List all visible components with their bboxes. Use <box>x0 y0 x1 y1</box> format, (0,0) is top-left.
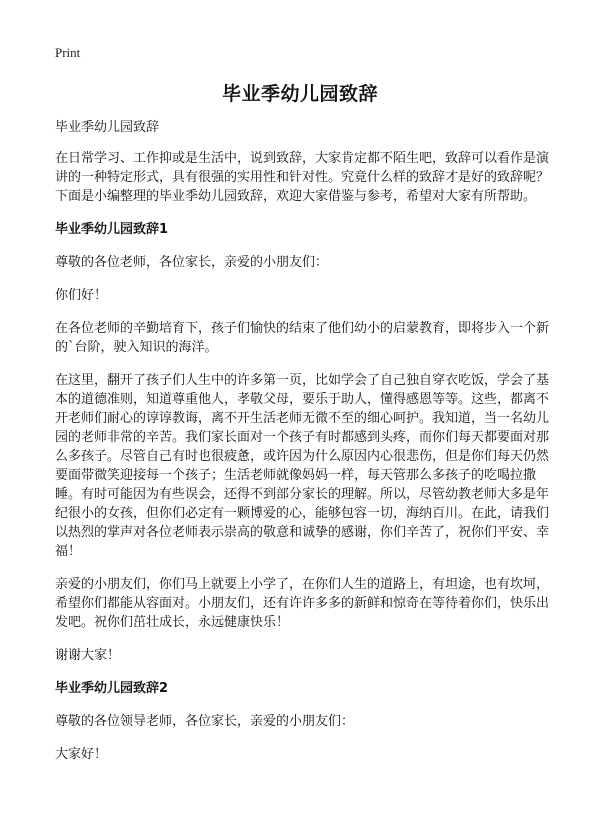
paragraph: 在各位老师的辛勤培育下，孩子们愉快的结束了他们幼小的启蒙教育，即将步入一个新的`台阶，驶入知识的海洋。 <box>55 321 550 355</box>
paragraph: 大家好！ <box>55 747 108 762</box>
section-heading-1: 毕业季幼儿园致辞1 <box>55 222 169 237</box>
paragraph: 尊敬的各位领导老师，各位家长，亲爱的小朋友们： <box>55 714 355 729</box>
paragraph: 亲爱的小朋友们，你们马上就要上小学了，在你们人生的道路上，有坦途，也有坎坷，希望你们都能从容面对。小朋友们，还有许许多多的新鲜和惊奇在等待着你们，快乐出发吧。祝你们茁壮成长，永远健康快乐！ <box>55 577 550 630</box>
page-title: 毕业季幼儿园致辞 <box>221 83 378 105</box>
intro-paragraph: 在日常学习、工作抑或是生活中，说到致辞，大家肯定都不陌生吧，致辞可以看作是演讲的一种特定形式，具有很强的实用性和针对性。究竟什么样的致辞才是好的致辞呢？下面是小编整理的毕业季幼儿园致辞，欢迎大家借鉴与参考，希望对大家有所帮助。 <box>55 151 550 204</box>
paragraph: 谢谢大家！ <box>55 648 121 663</box>
paragraph: 尊敬的各位老师，各位家长，亲爱的小朋友们： <box>55 255 329 270</box>
print-link[interactable]: Print <box>55 45 81 60</box>
document-body <box>55 118 553 778</box>
paragraph: 在这里，翻开了孩子们人生中的许多第一页，比如学会了自己独自穿衣吃饭，学会了基本的道德准则，知道尊重他人，孝敬父母，要乐于助人，懂得感恩等等。这些，都离不开老师们耐心的谆谆教诲，离不开生活老师无微不至的细心呵护。我知道，当一名幼儿园的老师非常的辛苦。我们家长面对一个孩子有时都感到头疼，而你们每天都要面对那么多孩子。尽管自己有时也很疲惫，或许因为什么原因内心很悲伤，但是你们每天仍然要面带微笑迎接每一个孩子；生活老师就像妈妈一样，每天管那么多孩子的吃喝拉撒睡。有时可能因为有些误会，还得不到部分家长的理解。所以，尽管幼教老师大多是年纪很小的女孩，但你们必定有一颗博爱的心，能够包容一切，海纳百川。在此，请我们以热烈的掌声对各位老师表示崇高的敬意和诚挚的感谢，你们辛苦了，祝你们平安、幸福！ <box>55 373 550 559</box>
document-subtitle: 毕业季幼儿园致辞 <box>55 120 160 135</box>
paragraph: 你们好！ <box>55 288 108 303</box>
section-heading-2: 毕业季幼儿园致辞2 <box>55 681 169 696</box>
